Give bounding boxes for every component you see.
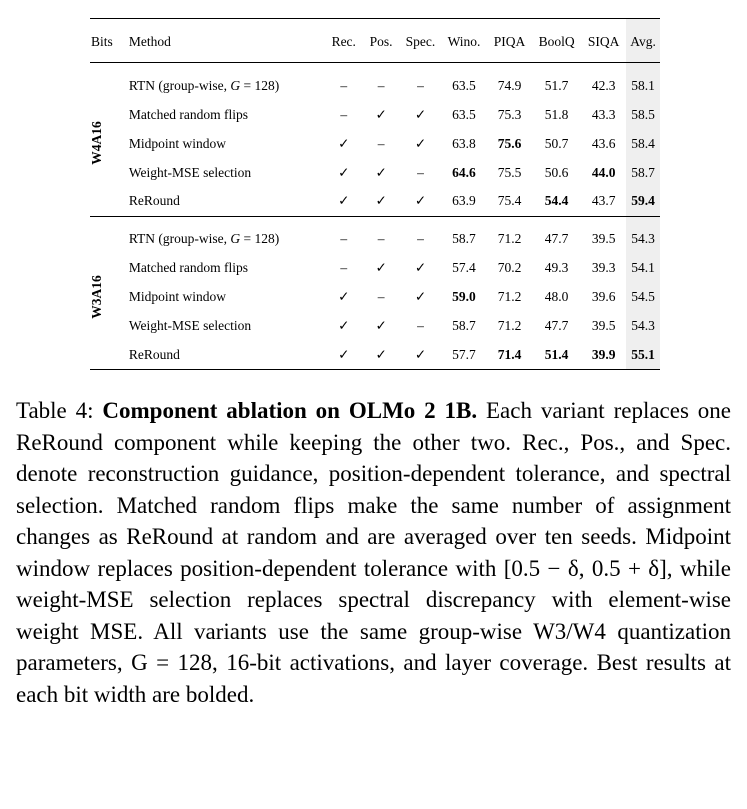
siqa-cell-best: 44.0 (591, 164, 616, 180)
rec-cell: ✓ (338, 318, 350, 333)
siqa-cell: 43.3 (591, 106, 616, 122)
header-bits: Bits (91, 34, 113, 49)
avg-cell: 58.4 (626, 129, 660, 158)
spec-cell: ✓ (414, 135, 427, 151)
table-row (90, 100, 660, 129)
wino-cell: 63.5 (452, 106, 476, 122)
avg-cell-best: 59.4 (626, 187, 660, 216)
wino-cell: 63.5 (452, 77, 476, 93)
piqa-cell: 75.3 (497, 106, 522, 122)
method-cell: ReRound (128, 193, 180, 209)
pos-cell: ✓ (375, 106, 387, 122)
boolq-cell: 51.7 (544, 77, 569, 93)
rec-cell: ✓ (338, 135, 350, 151)
piqa-cell: 74.9 (497, 77, 522, 93)
pos-cell: – (377, 135, 385, 151)
rec-cell: ✓ (338, 193, 350, 209)
header-boolq: BoolQ (538, 34, 575, 49)
pos-cell: – (377, 231, 385, 246)
header-avg: Avg. (626, 19, 660, 63)
bits-label-w4a16: W4A16 (89, 121, 104, 165)
pos-cell: – (377, 77, 385, 93)
siqa-cell: 39.5 (591, 318, 616, 333)
table-row (90, 312, 660, 341)
table-header-row (90, 19, 660, 63)
wino-cell: 58.7 (452, 231, 476, 246)
avg-cell-best: 55.1 (626, 341, 660, 370)
wino-cell: 63.9 (452, 193, 476, 209)
method-cell: Weight-MSE selection (128, 164, 252, 180)
header-wino: Wino. (447, 34, 481, 49)
caption-label: Table 4: (16, 398, 103, 423)
method-cell: Weight-MSE selection (128, 318, 252, 333)
avg-cell: 58.7 (626, 158, 660, 187)
method-cell: RTN (group-wise, G = 128) (128, 77, 280, 93)
boolq-cell: 47.7 (544, 318, 569, 333)
boolq-cell: 47.7 (544, 231, 569, 246)
caption-body: Each variant replaces one ReRound component while keeping the other two. Rec., Pos., and Spec. denote reconstruction guidance, position-dependent tolerance, and spectral selection. Matched random flips make the same number of assignment changes as ReRound at random and are averaged over ten seeds. Midpoint window replaces position-dependent tolerance with [0.5 − δ, 0.5 + δ], while weight-MSE selection replaces spectral discrepancy with element-wise weight MSE. All variants use the same group-wise W3/W4 quantization parameters, G = 128, 16-bit activations, and layer coverage. Best results at each bit width are bolded. (16, 398, 731, 707)
avg-cell: 54.1 (626, 254, 660, 283)
table-row (90, 187, 660, 216)
rec-cell: ✓ (338, 346, 350, 362)
header-siqa: SIQA (587, 34, 620, 49)
spec-cell: – (417, 231, 424, 246)
bits-group-w4a16 (90, 71, 127, 216)
avg-cell: 54.3 (626, 225, 660, 254)
table-row (90, 283, 660, 312)
method-cell: Matched random flips (128, 260, 249, 275)
bits-group-w3a16 (90, 225, 127, 370)
piqa-cell: 75.5 (497, 164, 522, 180)
pos-cell: ✓ (375, 193, 387, 209)
pos-cell: – (377, 289, 385, 304)
rec-cell: ✓ (338, 164, 350, 180)
table-row (90, 71, 660, 100)
pos-cell: ✓ (375, 260, 387, 275)
piqa-cell: 70.2 (497, 260, 522, 275)
pos-cell: ✓ (375, 346, 387, 362)
table-row (90, 254, 660, 283)
spec-cell: – (417, 77, 424, 93)
spec-cell: ✓ (414, 260, 427, 275)
method-cell: Midpoint window (128, 289, 226, 304)
method-cell: RTN (group-wise, G = 128) (128, 231, 280, 246)
boolq-cell: 51.8 (544, 106, 569, 122)
component-ablation-table (90, 18, 660, 370)
spec-cell: ✓ (414, 193, 427, 209)
siqa-cell: 43.6 (591, 135, 616, 151)
piqa-cell: 71.2 (497, 318, 522, 333)
siqa-cell: 39.5 (591, 231, 616, 246)
boolq-cell-best: 51.4 (544, 346, 569, 362)
piqa-cell: 75.4 (497, 193, 522, 209)
header-spec: Spec. (405, 34, 436, 49)
spec-cell: – (417, 164, 424, 180)
siqa-cell: 39.3 (591, 260, 616, 275)
wino-cell: 57.7 (452, 346, 476, 362)
table-row (90, 158, 660, 187)
spec-cell: ✓ (414, 106, 427, 122)
piqa-cell-best: 71.4 (497, 346, 522, 362)
table-row (90, 225, 660, 254)
header-pos: Pos. (369, 34, 393, 49)
siqa-cell: 43.7 (591, 193, 616, 209)
method-cell: Matched random flips (128, 106, 249, 122)
spec-cell: – (417, 318, 424, 333)
siqa-cell: 42.3 (591, 77, 616, 93)
wino-cell: 57.4 (452, 260, 476, 275)
piqa-cell-best: 75.6 (497, 135, 522, 151)
piqa-cell: 71.2 (497, 289, 522, 304)
siqa-cell-best: 39.9 (591, 346, 616, 362)
table-row (90, 341, 660, 370)
bits-label-w3a16: W3A16 (89, 275, 104, 319)
wino-cell-best: 64.6 (452, 164, 476, 180)
pos-cell: ✓ (375, 318, 387, 333)
rec-cell: ✓ (338, 289, 350, 304)
header-method: Method (128, 34, 171, 49)
boolq-cell-best: 54.4 (544, 193, 569, 209)
spec-cell: ✓ (414, 289, 427, 304)
piqa-cell: 71.2 (497, 231, 522, 246)
spec-cell: ✓ (414, 346, 427, 362)
results-table-container (90, 18, 660, 370)
table-caption (16, 395, 731, 710)
rec-cell: – (340, 231, 348, 246)
wino-cell-best: 59.0 (452, 289, 476, 304)
pos-cell: ✓ (375, 164, 387, 180)
siqa-cell: 39.6 (591, 289, 616, 304)
boolq-cell: 50.6 (544, 164, 569, 180)
method-cell: Midpoint window (128, 135, 226, 151)
avg-cell: 54.5 (626, 283, 660, 312)
rec-cell: – (340, 106, 348, 122)
avg-cell: 54.3 (626, 312, 660, 341)
wino-cell: 63.8 (452, 135, 476, 151)
avg-cell: 58.5 (626, 100, 660, 129)
caption-title: Component ablation on OLMo 2 1B. (102, 398, 478, 423)
avg-cell: 58.1 (626, 71, 660, 100)
rec-cell: – (340, 77, 348, 93)
rec-cell: – (340, 260, 348, 275)
header-piqa: PIQA (493, 34, 526, 49)
table-row (90, 129, 660, 158)
header-rec: Rec. (331, 34, 356, 49)
boolq-cell: 49.3 (544, 260, 569, 275)
boolq-cell: 48.0 (544, 289, 569, 304)
boolq-cell: 50.7 (544, 135, 569, 151)
method-cell: ReRound (128, 346, 180, 362)
wino-cell: 58.7 (452, 318, 476, 333)
